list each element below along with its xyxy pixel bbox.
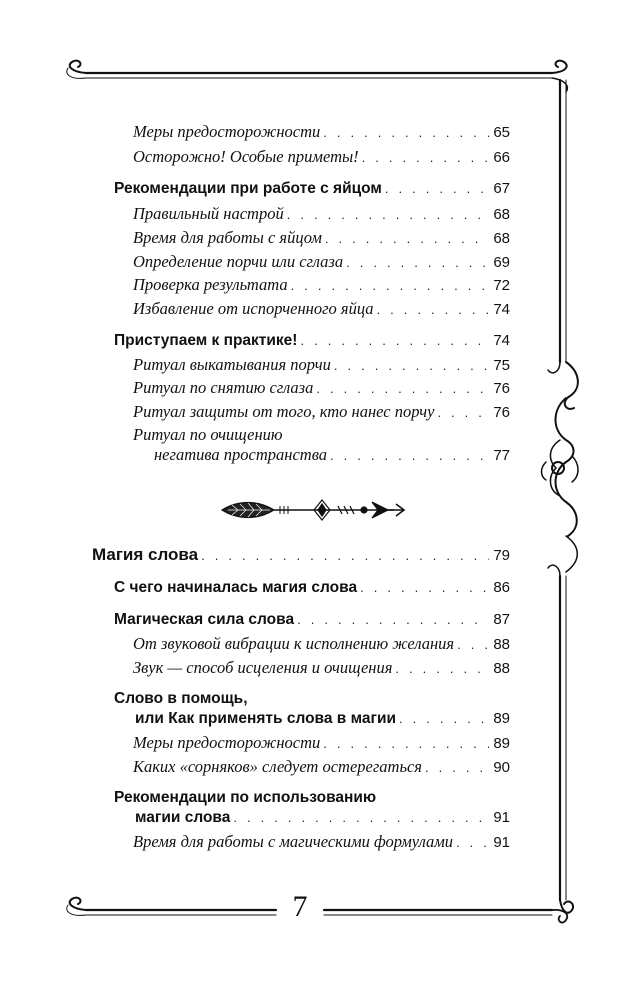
toc-entry-title: Меры предосторожности — [133, 733, 321, 752]
toc-entry-page: 67 — [493, 180, 510, 197]
toc-entry — [133, 252, 510, 273]
toc-entry-page: 87 — [493, 611, 510, 628]
toc-entry-title: Правильный настрой — [133, 204, 284, 223]
toc-leader-dots — [395, 659, 489, 679]
toc-entry — [133, 204, 510, 225]
toc-entry-title: Избавление от испорченного яйца — [133, 299, 374, 318]
toc-entry-title: Осторожно! Особые приметы! — [133, 147, 359, 166]
toc-entry-title: Магия слова — [92, 545, 199, 564]
toc-entry-page: 89 — [493, 710, 510, 727]
toc-leader-dots — [297, 610, 489, 630]
toc-entry — [133, 355, 510, 376]
toc-entry-page: 88 — [493, 636, 510, 653]
toc-entry-title: От звуковой вибрации к исполнению желания — [133, 634, 455, 653]
toc-entry — [133, 658, 510, 679]
toc-leader-dots — [362, 148, 490, 168]
toc-entry-page: 88 — [493, 660, 510, 677]
toc-leader-dots — [346, 253, 489, 273]
toc-entry-page: 89 — [493, 735, 510, 752]
toc-leader-dots — [291, 276, 490, 296]
toc-entry-page: 76 — [493, 380, 510, 397]
page-number: 7 — [292, 890, 308, 923]
toc-entry — [135, 709, 510, 729]
toc-leader-dots — [323, 123, 489, 143]
toc-leader-dots — [360, 578, 489, 598]
toc-entry-title-line1: Слово в помощь, — [114, 690, 248, 707]
toc-entry-page: 68 — [493, 230, 510, 247]
toc-entry — [133, 299, 510, 320]
toc-entry — [133, 402, 510, 423]
toc-leader-dots — [287, 205, 490, 225]
toc-entry — [114, 331, 510, 351]
toc-entry — [114, 179, 510, 199]
toc-entry-page: 91 — [493, 809, 510, 826]
toc-entry-title: негатива пространства — [154, 445, 328, 464]
toc-entry-title-line1: Ритуал по очищению — [133, 425, 283, 444]
toc-entry — [133, 832, 510, 853]
toc-leader-dots — [334, 356, 489, 376]
toc-leader-dots — [325, 229, 489, 249]
toc-entry — [133, 634, 510, 655]
toc-entry-title-line1: Рекомендации по использованию — [114, 789, 377, 806]
toc-entry — [133, 228, 510, 249]
toc-leader-dots — [316, 379, 489, 399]
toc-entry-page: 69 — [493, 254, 510, 271]
toc-entry — [133, 757, 510, 778]
toc-entry — [92, 545, 510, 566]
toc-entry-page: 77 — [493, 447, 510, 464]
toc-entry — [135, 808, 510, 828]
toc-entry-page: 66 — [493, 149, 510, 166]
toc-leader-dots — [425, 758, 489, 778]
toc-leader-dots — [457, 635, 489, 655]
toc-entry-page: 65 — [493, 124, 510, 141]
toc-entry-page: 72 — [493, 277, 510, 294]
toc-leader-dots — [323, 734, 489, 754]
toc-entry — [133, 122, 510, 143]
toc-entry — [133, 147, 510, 168]
toc-entry — [114, 578, 510, 598]
toc-entry — [133, 378, 510, 399]
toc-leader-dots — [201, 546, 489, 566]
toc-entry-page: 79 — [493, 547, 510, 564]
toc-entry-title: Время для работы с яйцом — [133, 228, 322, 247]
toc-entry — [133, 733, 510, 754]
toc-entry-title: Рекомендации при работе с яйцом — [114, 180, 382, 197]
toc-leader-dots — [437, 403, 489, 423]
toc-entry-page: 74 — [493, 301, 510, 318]
toc-entry-title: С чего начиналась магия слова — [114, 579, 358, 596]
toc-leader-dots — [233, 808, 489, 828]
toc-entry — [114, 610, 510, 630]
arrow-ornament-icon — [218, 492, 408, 528]
toc-entry-page: 68 — [493, 206, 510, 223]
toc-entry-page: 75 — [493, 357, 510, 374]
toc-entry — [154, 445, 510, 466]
toc-entry-title: Меры предосторожности — [133, 122, 321, 141]
toc-entry-title: Приступаем к практике! — [114, 332, 298, 349]
toc-entry-page: 74 — [493, 332, 510, 349]
toc-leader-dots — [399, 709, 489, 729]
toc-leader-dots — [300, 331, 489, 351]
toc-leader-dots — [377, 300, 490, 320]
toc-leader-dots — [385, 179, 489, 199]
toc-entry-title: магии слова — [135, 809, 231, 826]
toc-entry-page: 76 — [493, 404, 510, 421]
toc-entry-title: Звук — способ исцеления и очищения — [133, 658, 393, 677]
toc-entry-title: Проверка результата — [133, 275, 288, 294]
toc-entry-page: 86 — [493, 579, 510, 596]
toc-entry-page: 90 — [493, 759, 510, 776]
toc-entry-title: или Как применять слова в магии — [135, 710, 397, 727]
toc-entry-title: Ритуал выкатывания порчи — [133, 355, 331, 374]
toc-leader-dots — [456, 833, 489, 853]
toc-entry — [133, 275, 510, 296]
toc-entry-title: Каких «сорняков» следует остерегаться — [133, 757, 422, 776]
toc-entry-title: Ритуал по снятию сглаза — [133, 378, 314, 397]
toc-entry-title: Магическая сила слова — [114, 611, 295, 628]
toc-entry-title: Время для работы с магическими формулами — [133, 832, 454, 851]
toc-entry-page: 91 — [493, 834, 510, 851]
toc-leader-dots — [330, 446, 489, 466]
toc-entry-title: Ритуал защиты от того, кто нанес порчу — [133, 402, 435, 421]
toc-entry-title: Определение порчи или сглаза — [133, 252, 344, 271]
